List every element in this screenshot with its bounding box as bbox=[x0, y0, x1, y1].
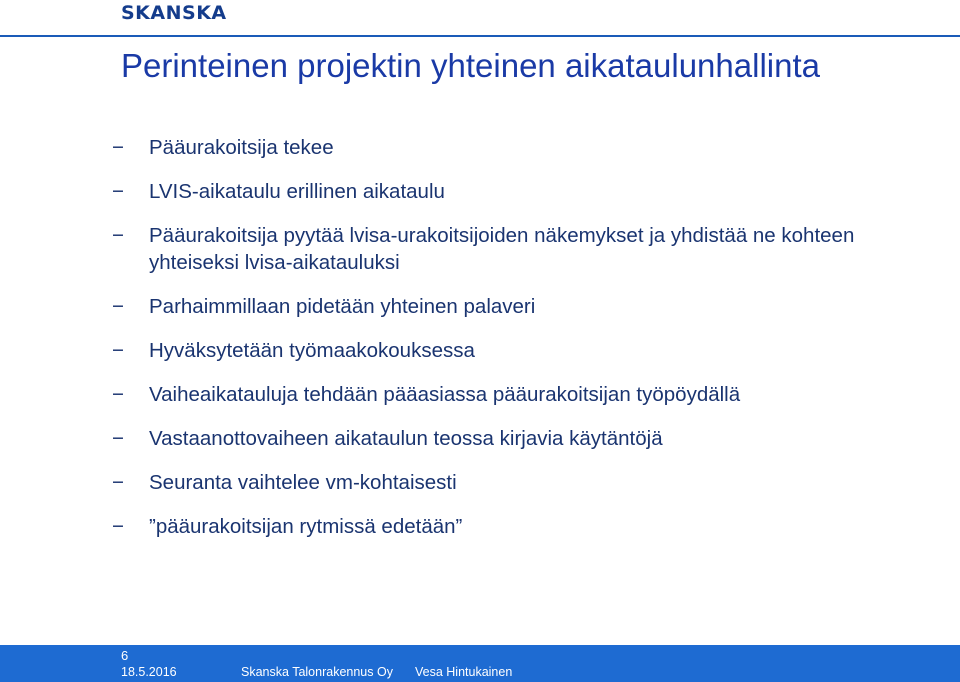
bullet-text: Pääurakoitsija pyytää lvisa-urakoitsijoiden näkemykset ja yhdistää ne kohteen yhteiseksi lvisa-aikatauluksi bbox=[149, 224, 855, 274]
list-item bbox=[112, 425, 912, 452]
bullet-list bbox=[112, 134, 912, 557]
bullet-text: Hyväksytetään työmaakokouksessa bbox=[149, 339, 475, 362]
dash-icon: − bbox=[112, 136, 124, 159]
list-item bbox=[112, 513, 912, 540]
page-number: 6 bbox=[121, 648, 129, 663]
header-divider bbox=[0, 35, 960, 37]
dash-icon: − bbox=[112, 471, 124, 494]
list-item bbox=[112, 134, 912, 161]
bullet-text: Seuranta vaihtelee vm-kohtaisesti bbox=[149, 471, 457, 494]
list-item bbox=[112, 337, 912, 364]
list-item bbox=[112, 293, 912, 320]
slide-title: Perinteinen projektin yhteinen aikataulunhallinta bbox=[121, 47, 820, 84]
dash-icon: − bbox=[112, 180, 124, 203]
list-item bbox=[112, 469, 912, 496]
dash-icon: − bbox=[112, 224, 124, 247]
dash-icon: − bbox=[112, 383, 124, 406]
bullet-text: ”pääurakoitsijan rytmissä edetään” bbox=[149, 515, 463, 538]
footer-company: Skanska Talonrakennus Oy bbox=[241, 665, 393, 679]
list-item bbox=[112, 178, 912, 205]
bullet-text: Vastaanottovaiheen aikataulun teossa kirjavia käytäntöjä bbox=[149, 427, 663, 450]
dash-icon: − bbox=[112, 295, 124, 318]
bullet-text: LVIS-aikataulu erillinen aikataulu bbox=[149, 180, 445, 203]
dash-icon: − bbox=[112, 427, 124, 450]
bullet-text: Parhaimmillaan pidetään yhteinen palaveri bbox=[149, 295, 536, 318]
list-item bbox=[112, 222, 912, 276]
bullet-text: Pääurakoitsija tekee bbox=[149, 136, 334, 159]
skanska-logo: SKANSKA bbox=[121, 2, 227, 24]
list-item bbox=[112, 381, 912, 408]
dash-icon: − bbox=[112, 515, 124, 538]
footer-author: Vesa Hintukainen bbox=[415, 665, 513, 679]
footer-date: 18.5.2016 bbox=[121, 665, 177, 679]
dash-icon: − bbox=[112, 339, 124, 362]
bullet-text: Vaiheaikatauluja tehdään pääasiassa pääurakoitsijan työpöydällä bbox=[149, 383, 741, 406]
